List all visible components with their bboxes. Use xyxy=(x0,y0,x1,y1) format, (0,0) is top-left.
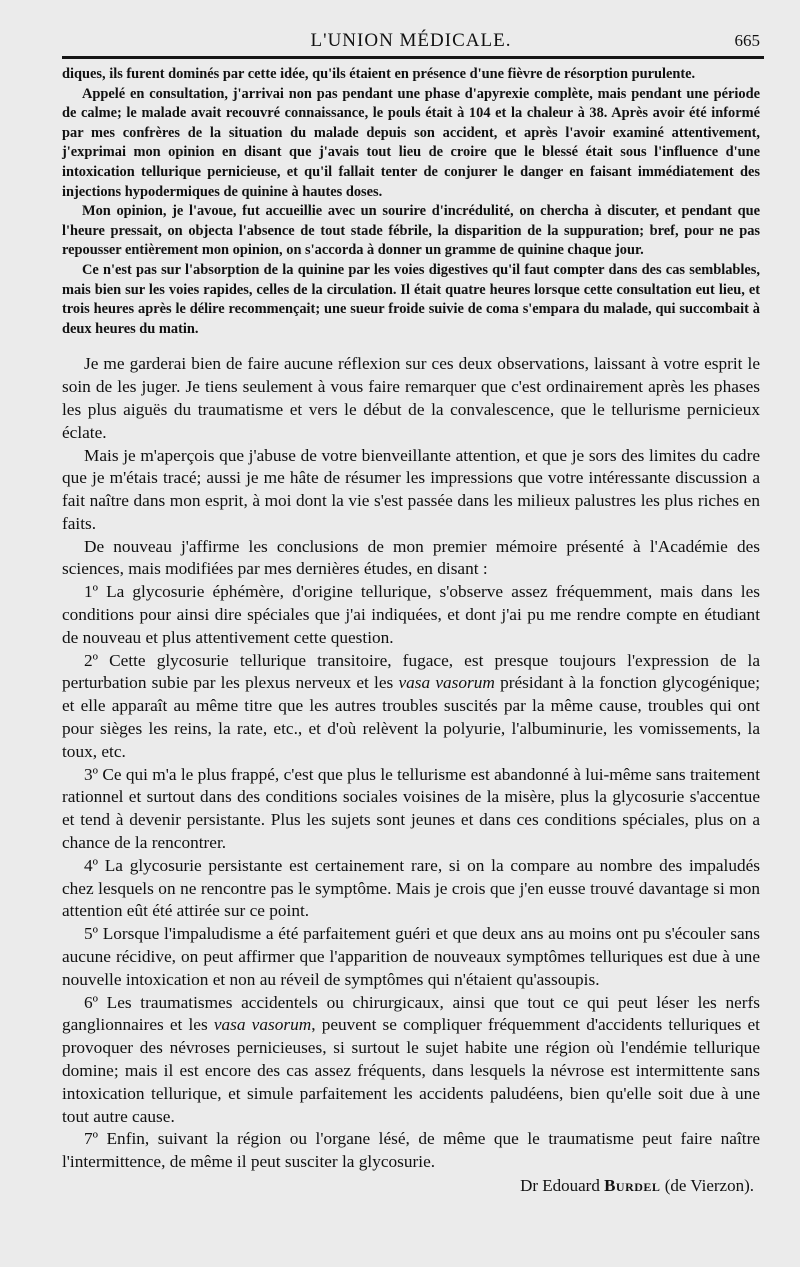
main-text-block xyxy=(62,353,760,1196)
signature-prefix: Dr Edouard xyxy=(520,1176,605,1195)
conclusion-2-text-b: présidant à la fonction glycogénique; et elle apparaît au même titre que les autres troubles suscités par la même cause, troubles qui ont pour sièges les reins, la rate, etc., et d'où relèvent la polyurie, l'albuminurie, les vomissements, la toux, etc. xyxy=(62,673,760,761)
conclusion-6-italic: vasa vasorum xyxy=(213,1015,312,1035)
page-number: 665 xyxy=(734,31,760,50)
page-header xyxy=(62,0,760,56)
small-paragraph-1: diques, ils furent dominés par cette idée, qu'ils étaient en présence d'une fièvre de résorption purulente. xyxy=(62,66,696,82)
conclusion-5: 5º Lorsque l'impaludisme a été parfaitement guéri et que deux ans au moins ont pu s'écouler sans aucune récidive, on peut affirmer que l'apparition de nouveaux symptômes telluriques est due à une nouvelle intoxication et non au réveil de symptômes qui n'étaient qu'assoupis. xyxy=(62,924,760,989)
conclusion-2-text-a: 2º Cette glycosurie tellurique transitoire, fugace, est presque toujours l'expression de la perturbation subie par les plexus nerveux et les xyxy=(62,650,760,693)
paragraph-attention: Mais je m'aperçois que j'abuse de votre bienveillante attention, et que je sors des limites du cadre que je m'étais tracé; aussi je me hâte de résumer les impressions que votre intéressante discussion a fait naître dans mon esprit, à moi dont la vie s'est passée dans les milieux palustres les plus riches en faits. xyxy=(62,445,760,533)
running-title: L'UNION MÉDICALE. xyxy=(310,30,512,51)
conclusion-6-text-b: , peuvent se compliquer fréquemment d'accidents telluriques et provoquer des névroses pernicieuses, si surtout le sujet habite une région où l'endémie tellurique domine; mais il est encore des cas assez fréquents, dans lesquels la névrose est intermittente sans intoxication tellurique, et simule parfaitement les accidents paludéens, bien qu'elle soit due à une tout autre cause. xyxy=(62,1015,760,1126)
conclusion-7: 7º Enfin, suivant la région ou l'organe lésé, de même que le traumatisme peut faire naître l'intermittence, de même il peut susciter la glycosurie. xyxy=(62,1129,760,1172)
paragraph-conclusions-intro: De nouveau j'affirme les conclusions de mon premier mémoire présenté à l'Académie des sciences, mais modifiées par mes dernières études, en disant : xyxy=(62,536,760,579)
conclusion-1: 1º La glycosurie éphémère, d'origine tellurique, s'observe assez fréquemment, mais dans les conditions pour ainsi dire spéciales que j'ai indiquées, et dont j'ai pu me rendre compte en étudiant de nouveau et plus attentivement cette question. xyxy=(62,582,760,647)
conclusion-3: 3º Ce qui m'a le plus frappé, c'est que plus le tellurisme est abandonné à lui-même sans traitement rationnel et surtout dans des conditions sociales voisines de la misère, plus la glycosurie s'accentue et tend à devenir persistante. Plus les sujets sont jeunes et dans ces conditions spéciales, plus on a chance de la rencontrer. xyxy=(62,764,760,853)
small-paragraph-2: Appelé en consultation, j'arrivai non pas pendant une phase d'apyrexie complète, mais pendant une période de calme; le malade avait recouvré connaissance, le pouls était à 104 et la chaleur à 38. Après avoir été informé par mes confrères de la situation du malade depuis son accident, et après l'avoir examiné attentivement, j'exprimai mon opinion en disant que j'avais tout lieu de croire que le blessé était sous l'influence d'une intoxication tellurique pernicieuse, et qu'il fallait tenter de conjurer le danger en faisant immédiatement des injections hypodermiques de quinine à hautes doses. xyxy=(62,85,760,200)
case-report-block xyxy=(62,65,760,339)
header-rule xyxy=(62,56,764,59)
conclusion-2 xyxy=(62,650,760,764)
conclusion-2-italic: vasa vasorum xyxy=(398,673,495,693)
small-paragraph-3: Mon opinion, je l'avoue, fut accueillie avec un sourire d'incrédulité, on chercha à discuter, et pendant que l'heure pressait, on objecta l'absence de tout stade fébrile, la disparition de la suppuration; bref, pour ne pas repousser entièrement mon opinion, on s'accorda à donner un gramme de quinine chaque jour. xyxy=(62,203,760,259)
signature-surname: Burdel xyxy=(604,1176,661,1195)
conclusion-6 xyxy=(62,992,760,1129)
author-signature xyxy=(62,1176,760,1196)
conclusion-4: 4º La glycosurie persistante est certainement rare, si on la compare au nombre des impaludés chez lesquels on ne rencontre pas le symptôme. Mais je crois que j'en eusse trouvé davantage si mon attention eût été attirée sur ce point. xyxy=(62,855,760,921)
signature-suffix: (de Vierzon). xyxy=(660,1176,754,1195)
paragraph-reflexion: Je me garderai bien de faire aucune réflexion sur ces deux observations, laissant à votre esprit le soin de les juger. Je tiens seulement à vous faire remarquer que c'est ordinairement après les phases les plus aiguës du traumatisme et vers le début de la convalescence, que le tellurisme pernicieux éclate. xyxy=(62,354,760,442)
conclusion-6-text-a: 6º Les traumatismes accidentels ou chirurgicaux, ainsi que tout ce qui peut léser les nerfs ganglionnaires et les xyxy=(62,992,760,1035)
small-paragraph-4: Ce n'est pas sur l'absorption de la quinine par les voies digestives qu'il faut compter dans des cas semblables, mais bien sur les voies rapides, celles de la circulation. Il était quatre heures lorsque cette consultation eut lieu, et trois heures après le délire recommençait; une sueur froide suivie de coma s'empara du malade, qui succombait à deux heures du matin. xyxy=(62,261,760,337)
